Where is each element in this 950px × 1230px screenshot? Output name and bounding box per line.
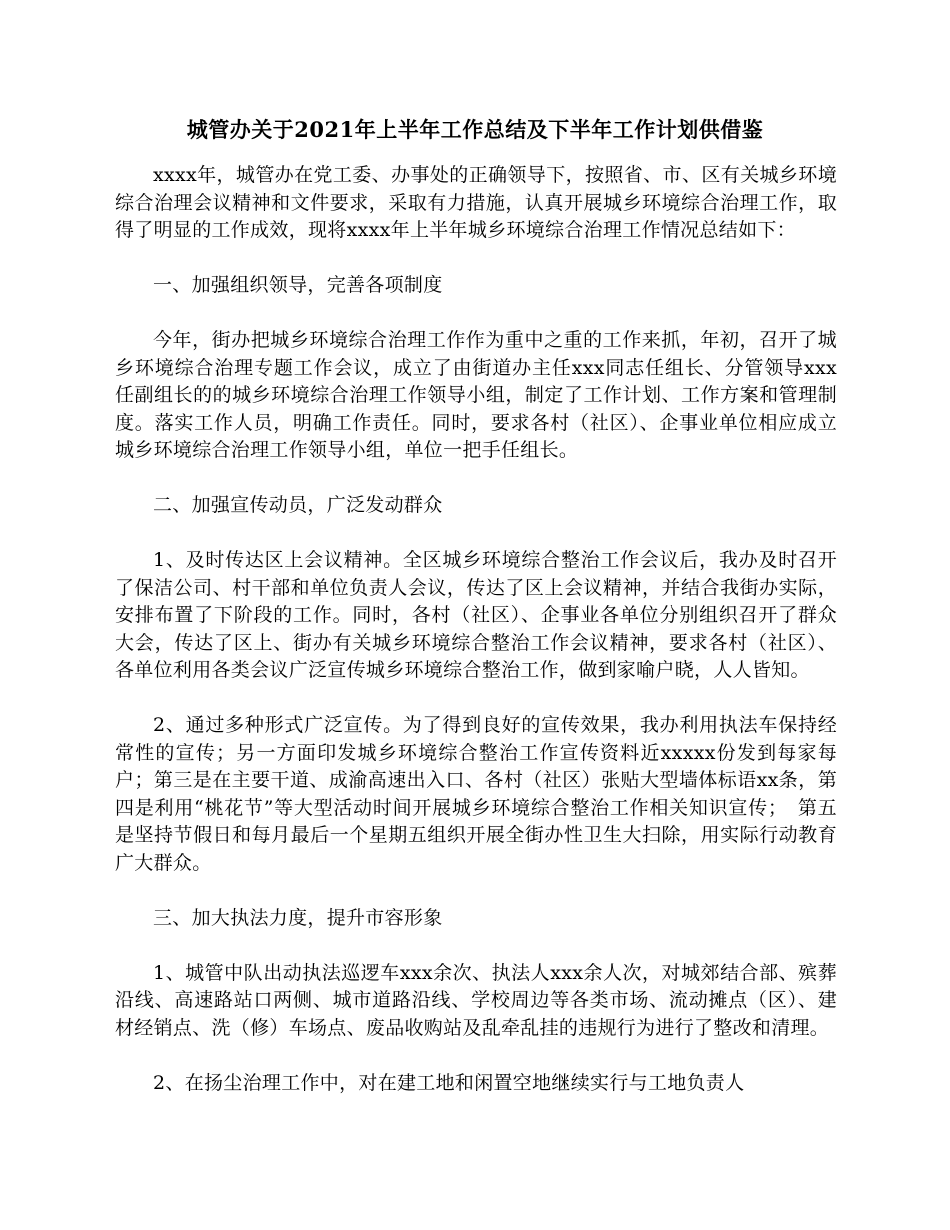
section-3-paragraph-1: 1、城管中队出动执法巡逻车xxx余次、执法人xxx余人次，对城郊结合部、殡葬沿线、高速路站口两侧、城市道路沿线、学校周边等各类市场、流动摊点（区）、建材经销点、洗（修）车场点、废品收购站及乱牵乱挂的违规行为进行了整改和清理。	[115, 961, 837, 1039]
section-2-paragraph-1: 1、及时传达区上会议精神。全区城乡环境综合整治工作会议后，我办及时召开了保洁公司、村干部和单位负责人会议，传达了区上会议精神，并结合我街办实际，安排布置了下阶段的工作。同时，各村（社区）、企事业各单位分别组织召开了群众大会，传达了区上、街办有关城乡环境综合整治工作会议精神，要求各村（社区）、各单位利用各类会议广泛宣传城乡环境综合整治工作，做到家喻户晓，人人皆知。	[115, 549, 837, 681]
document-body	[115, 162, 837, 1097]
section-2-paragraph-2: 2、通过多种形式广泛宣传。为了得到良好的宣传效果，我办利用执法车保持经常性的宣传；另一方面印发城乡环境综合整治工作宣传资料近xxxxx份发到每家每户；第三是在主要干道、成渝高速出入口、各村（社区）张贴大型墙体标语xx条，第四是利用“桃花节”等大型活动时间开展城乡环境综合整治工作相关知识宣传； 第五是坚持节假日和每月最后一个星期五组织开展全街办性卫生大扫除，用实际行动教育广大群众。	[115, 714, 837, 874]
section-3-paragraph-2: 2、在扬尘治理工作中，对在建工地和闲置空地继续实行与工地负责人	[153, 1071, 745, 1094]
document-title: 城管办关于2021年上半年工作总结及下半年工作计划供借鉴	[186, 117, 764, 142]
section-heading-3: 三、加大执法力度，提升市容形象	[153, 906, 443, 929]
section-heading-1: 一、加强组织领导，完善各项制度	[153, 274, 443, 296]
section-1-paragraph: 今年，街办把城乡环境综合治理工作作为重中之重的工作来抓，年初，召开了城乡环境综合治理专题工作会议，成立了由街道办主任xxx同志任组长、分管领导xxx任副组长的的城乡环境综合治理工作领导小组，制定了工作计划、工作方案和管理制度。落实工作人员，明确工作责任。同时，要求各村（社区）、企事业单位相应成立城乡环境综合治理工作领导小组，单位一把手任组长。	[115, 329, 837, 461]
intro-paragraph: xxxx年，城管办在党工委、办事处的正确领导下，按照省、市、区有关城乡环境综合治理会议精神和文件要求，采取有力措施，认真开展城乡环境综合治理工作，取得了明显的工作成效，现将xxxx年上半年城乡环境综合治理工作情况总结如下：	[115, 164, 837, 241]
section-heading-2: 二、加强宣传动员，广泛发动群众	[153, 494, 443, 516]
